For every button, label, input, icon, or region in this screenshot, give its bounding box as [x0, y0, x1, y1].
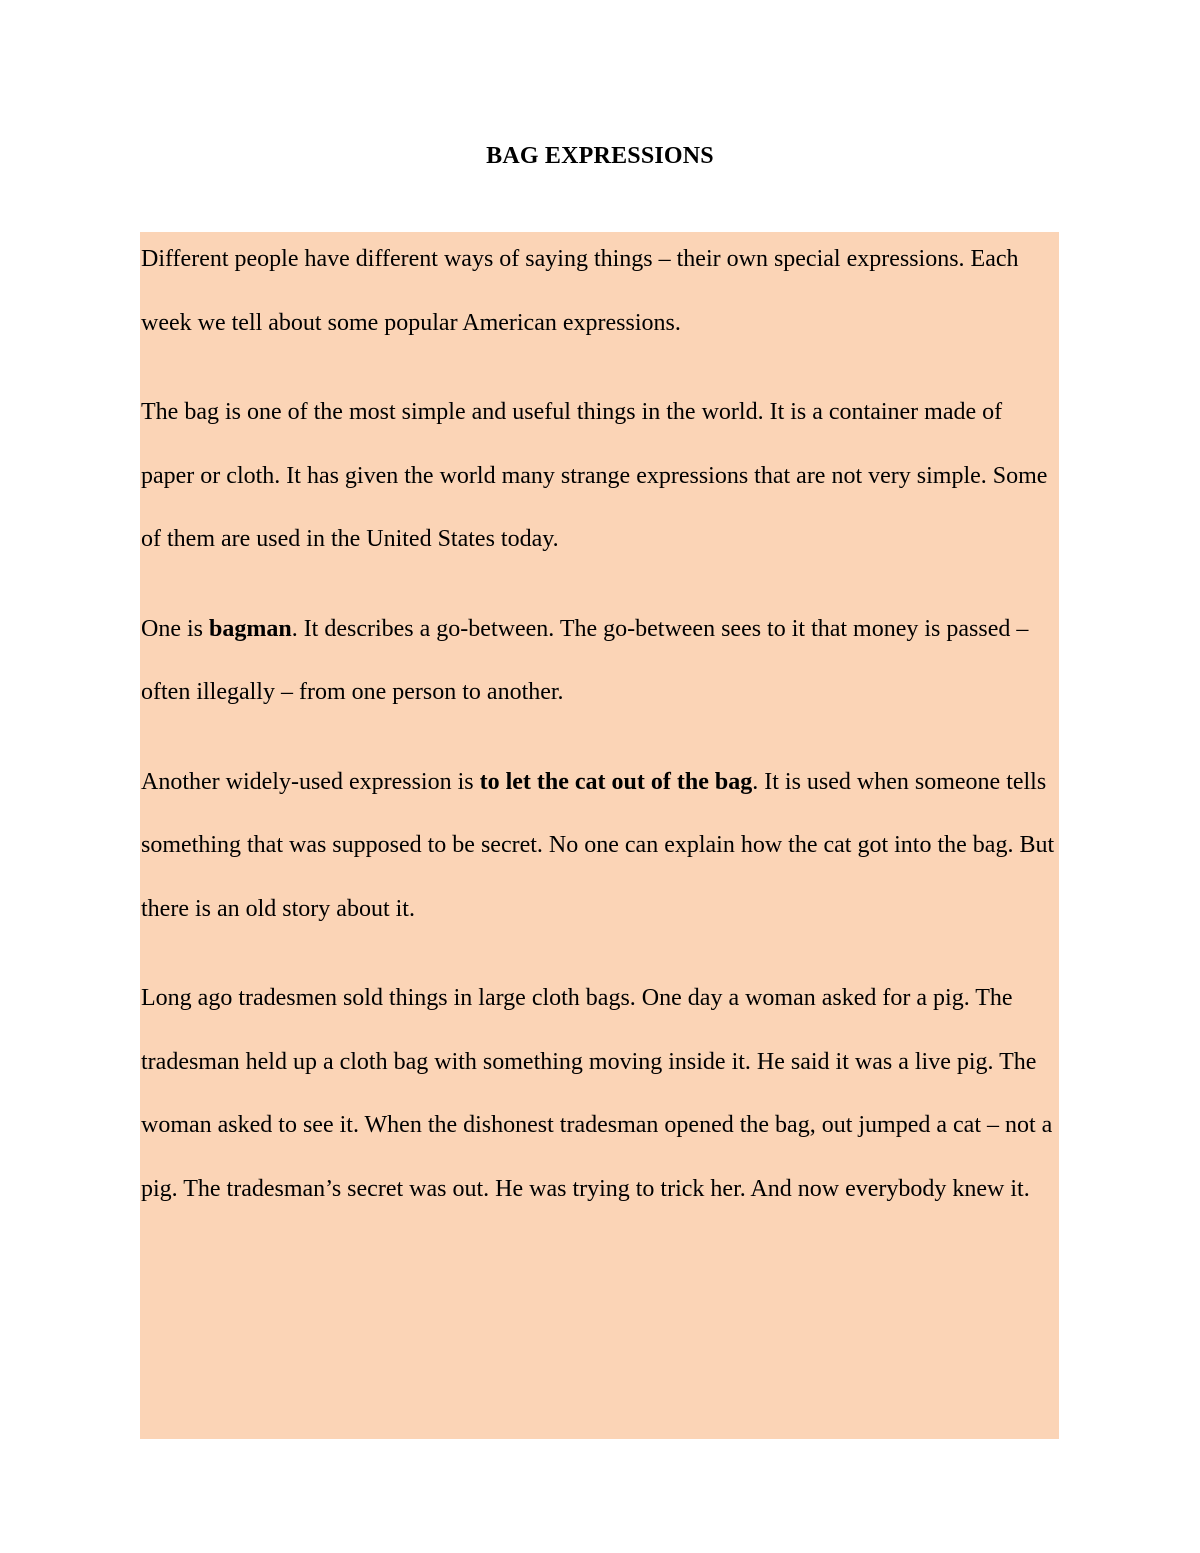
paragraph-cat-lead: Another widely-used expression is	[141, 768, 480, 795]
paragraph-bag-description	[141, 381, 1056, 572]
paragraph-bagman-lead: One is	[141, 615, 209, 642]
expression-cat-out-of-bag: to let the cat out of the bag	[479, 768, 753, 795]
paragraph-bagman	[141, 598, 1056, 725]
paragraph-bag-description-text: The bag is one of the most simple and useful things in the world. It is a container made of paper or cloth. It has given the world many strange expressions that are not very simple. Some of them are used in the United States today.	[141, 399, 1048, 552]
document-title: BAG EXPRESSIONS	[486, 143, 714, 169]
paragraph-intro-text: Different people have different ways of saying things – their own special expressions. Each week we tell about some popular American expressions.	[141, 246, 1019, 336]
paragraph-bagman-rest: . It describes a go-between. The go-between sees to it that money is passed – often illegally – from one person to another.	[141, 615, 1029, 705]
paragraph-cat-out-of-bag	[141, 751, 1056, 942]
paragraph-cat-rest: . It is used when someone tells something that was supposed to be secret. No one can explain how the cat got into the bag. But there is an old story about it.	[141, 768, 1055, 922]
expression-bagman: bagman	[209, 615, 292, 642]
document-body	[141, 228, 1056, 1247]
paragraph-tradesman-story	[141, 967, 1056, 1221]
paragraph-intro	[141, 228, 1056, 355]
paragraph-tradesman-story-text: Long ago tradesmen sold things in large cloth bags. One day a woman asked for a pig. The tradesman held up a cloth bag with something moving inside it. He said it was a live pig. The woman asked to see it. When the dishonest tradesman opened the bag, out jumped a cat – not a pig. The tradesman’s secret was out. He was trying to trick her. And now everybody knew it.	[141, 985, 1053, 1202]
